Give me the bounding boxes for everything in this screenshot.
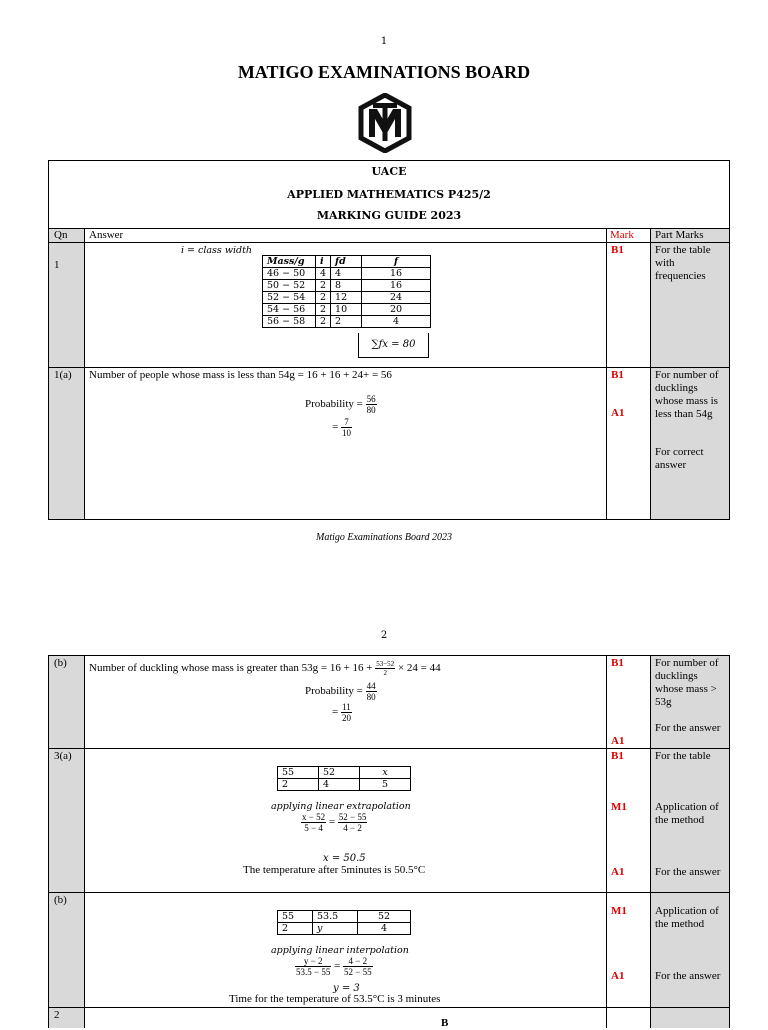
- header-line-2: APPLIED MATHEMATICS P425/2: [287, 188, 491, 201]
- eq-sign: =: [332, 706, 339, 719]
- interpolation-table: [277, 910, 411, 935]
- b-line1-tail: × 24 = 44: [397, 662, 441, 675]
- marking-table-page2: [48, 655, 730, 1028]
- frac-num: 7: [341, 417, 352, 428]
- cell: 16: [362, 280, 431, 292]
- table-row: [278, 923, 411, 935]
- part-marks-3a-1: For the table: [655, 750, 711, 762]
- eq-sign: =: [332, 421, 339, 434]
- table-row: [263, 268, 431, 280]
- table-row: [278, 767, 411, 779]
- table-row: [278, 911, 411, 923]
- part-marks-q1a-2: For correct answer: [655, 446, 704, 471]
- b-simplified: [332, 702, 352, 723]
- frac-den: 2: [383, 669, 387, 677]
- header-line-3: MARKING GUIDE 2023: [316, 209, 462, 222]
- result-3b: y = 3: [333, 983, 360, 994]
- col-qn: Qn: [54, 229, 68, 241]
- eq-sign: =: [328, 816, 336, 829]
- cell: 4: [331, 268, 362, 280]
- qn-3a: 3(a): [54, 750, 72, 762]
- mark-3a-3: A1: [611, 866, 625, 878]
- th-i: i: [316, 256, 331, 268]
- prob-label: Probability =: [305, 398, 363, 411]
- frequency-table: [262, 255, 431, 328]
- cell: 4: [316, 268, 331, 280]
- mark-q1a-1: B1: [611, 369, 624, 381]
- part-marks-3b-1: Application of the method: [655, 905, 719, 930]
- cell: 2: [316, 304, 331, 316]
- frac-num: 4 − 2: [343, 956, 373, 967]
- cell: 4: [319, 779, 360, 791]
- cell: 10: [331, 304, 362, 316]
- frac-den: 5 − 4: [304, 823, 323, 833]
- extrapolation-table: [277, 766, 411, 791]
- table-row: [263, 292, 431, 304]
- cell: 4: [362, 316, 431, 328]
- th-f: f: [362, 256, 431, 268]
- cell: 4: [358, 923, 411, 935]
- cell: 2: [316, 292, 331, 304]
- board-title: MATIGO EXAMINATIONS BOARD: [237, 62, 531, 82]
- cell: 24: [362, 292, 431, 304]
- frac-num: 53−52: [376, 660, 395, 668]
- cell: 2: [278, 923, 313, 935]
- frac-den: 80: [366, 405, 376, 415]
- sum-fx: ∑fx = 80: [358, 333, 429, 358]
- method-extrapolation: applying linear extrapolation: [271, 801, 411, 812]
- interpolation-equation: [295, 956, 373, 977]
- mark-b-1: B1: [611, 657, 624, 669]
- qn-3b: (b): [54, 894, 67, 906]
- result-3a: x = 50.5: [323, 853, 366, 864]
- board-logo: [357, 93, 413, 153]
- mark-b-2: A1: [611, 735, 625, 747]
- q1a-probability: [305, 394, 377, 415]
- b-line1: [89, 660, 441, 677]
- frac-den: 10: [341, 428, 351, 438]
- b-probability: [305, 681, 377, 702]
- eq-sign: =: [334, 960, 341, 973]
- page-number: 1: [380, 36, 388, 47]
- part-marks-b-1: For number of ducklings whose mass > 53g: [655, 657, 719, 708]
- col-mark: Mark: [610, 229, 634, 241]
- cell: 55: [278, 767, 319, 779]
- header-line-1: UACE: [371, 165, 407, 178]
- qn-b: (b): [54, 657, 67, 669]
- cell: 12: [331, 292, 362, 304]
- mark-q1: B1: [611, 244, 624, 256]
- method-interpolation: applying linear interpolation: [271, 945, 409, 956]
- mark-3a-1: B1: [611, 750, 624, 762]
- q1a-simplified: [332, 417, 352, 438]
- qn-1a: 1(a): [54, 369, 72, 381]
- frac-den: 80: [366, 692, 376, 702]
- frac-num: 44: [366, 681, 376, 691]
- part-marks-3a-3: For the answer: [655, 866, 721, 878]
- table-row: [263, 316, 431, 328]
- frac-den: 53.5 − 55: [296, 967, 331, 977]
- col-part-marks: Part Marks: [655, 229, 704, 241]
- table-row: [278, 779, 411, 791]
- cell: 55: [278, 911, 313, 923]
- cell: 52 − 54: [263, 292, 316, 304]
- cell: 5: [360, 779, 411, 791]
- conclusion-3b: Time for the temperature of 53.5°C is 3 minutes: [229, 993, 441, 1005]
- mark-3b-2: A1: [611, 970, 625, 982]
- cell: 56 − 58: [263, 316, 316, 328]
- cell: 2: [331, 316, 362, 328]
- class-width-note: i = class width: [181, 245, 253, 256]
- table-row: [263, 304, 431, 316]
- col-answer: Answer: [89, 229, 124, 241]
- exam-header: [49, 163, 729, 226]
- q1a-line1: Number of people whose mass is less than 54g = 16 + 16 + 24+ = 56: [89, 369, 392, 381]
- part-marks-q1: For the table with frequencies: [655, 244, 711, 282]
- part-marks-b-2: For the answer: [655, 722, 721, 734]
- qn-2: 2: [54, 1009, 60, 1021]
- cell: 52: [319, 767, 360, 779]
- prob-label: Probability =: [305, 685, 363, 698]
- frac-num: 11: [342, 702, 351, 712]
- table-row: [263, 280, 431, 292]
- cell: 50 − 52: [263, 280, 316, 292]
- q2-partial: B: [441, 1017, 449, 1029]
- frac-den: 52 − 55: [344, 967, 372, 977]
- cell: 20: [362, 304, 431, 316]
- cell: 2: [316, 316, 331, 328]
- part-marks-q1a-1: For number of ducklings whose mass is less than 54g: [655, 369, 719, 420]
- cell: x: [360, 767, 411, 779]
- frac-den: 20: [341, 713, 351, 723]
- cell: 46 − 50: [263, 268, 316, 280]
- cell: 53.5: [313, 911, 358, 923]
- part-marks-3a-2: Application of the method: [655, 801, 719, 826]
- cell: 8: [331, 280, 362, 292]
- frac-num: x − 52: [302, 812, 326, 822]
- frac-num: 52 − 55: [338, 812, 367, 822]
- conclusion-3a: The temperature after 5minutes is 50.5°C: [243, 864, 426, 876]
- frac-den: 4 − 2: [343, 823, 362, 833]
- footer: Matigo Examinations Board 2023: [315, 532, 452, 543]
- frac-num: y − 2: [295, 956, 331, 967]
- marking-table-page1: [48, 160, 730, 520]
- th-fd: fd: [331, 256, 362, 268]
- mark-3a-2: M1: [611, 801, 627, 813]
- mark-q1a-2: A1: [611, 407, 625, 419]
- frac-num: 56: [366, 394, 376, 404]
- b-line1-text: Number of duckling whose mass is greater than 53g = 16 + 16 +: [89, 662, 373, 675]
- cell: y: [313, 923, 358, 935]
- page-number: 2: [380, 630, 388, 641]
- cell: 2: [278, 779, 319, 791]
- cell: 54 − 56: [263, 304, 316, 316]
- qn-1: 1: [54, 259, 60, 271]
- cell: 2: [316, 280, 331, 292]
- th-mass: Mass/g: [263, 256, 316, 268]
- part-marks-3b-2: For the answer: [655, 970, 721, 982]
- extrapolation-equation: [301, 812, 367, 833]
- mark-3b-1: M1: [611, 905, 627, 917]
- cell: 52: [358, 911, 411, 923]
- cell: 16: [362, 268, 431, 280]
